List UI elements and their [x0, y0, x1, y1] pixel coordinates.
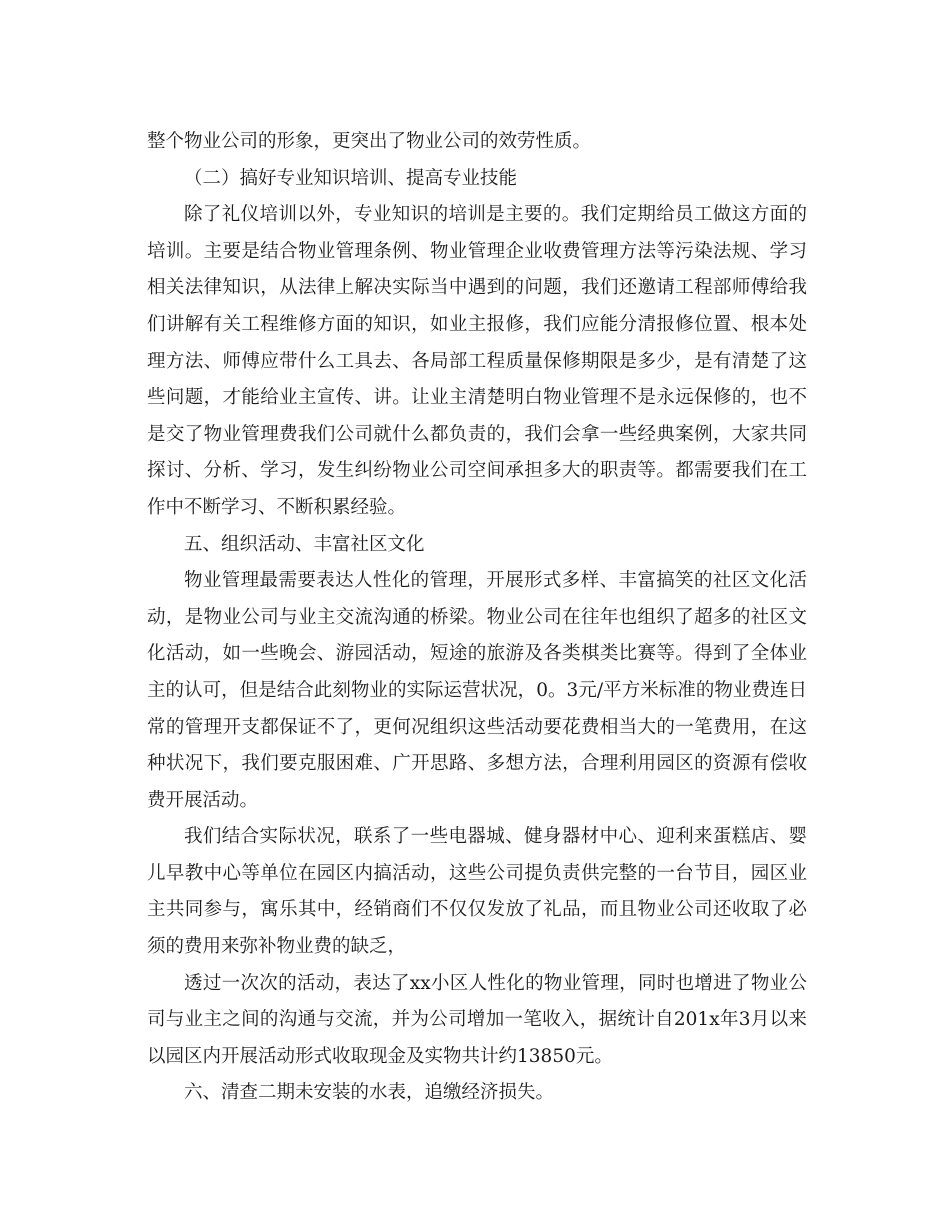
subheading-professional-training: （二）搞好专业知识培训、提高专业技能 [184, 167, 518, 189]
paragraph-community-culture: 物业管理最需要表达人性化的管理，开展形式多样、丰富搞笑的社区文化活动，是物业公司与业主交流沟通的桥梁。物业公司在往年也组织了超多的社区文化活动，如一些晚会、游园活动，短途的旅游及各类棋类比赛等。得到了全体业主的认可，但是结合此刻物业的实际运营状况，0。3元/平方米标准的物业费连日常的管理开支都保证不了，更何况组织这些活动要花费相当大的一笔费用，在这种状况下，我们要克服困难、广开思路、多想方法，合理利用园区的资源有偿收费开展活动。 [147, 570, 807, 811]
heading-section-six: 六、清查二期未安装的水表，追缴经济损失。 [184, 1082, 555, 1104]
paragraph-training: 除了礼仪培训以外，专业知识的培训是主要的。我们定期给员工做这方面的培训。主要是结合物业管理条例、物业管理企业收费管理方法等污染法规、学习相关法律知识，从法律上解决实际当中遇到的问题，我们还邀请工程部师傅给我们讲解有关工程维修方面的知识，如业主报修，我们应能分清报修位置、根本处理方法、师傅应带什么工具去、各局部工程质量保修期限是多少，是有清楚了这些问题，才能给业主宣传、讲。让业主清楚明白物业管理不是永远保修的，也不是交了物业管理费我们公司就什么都负责的，我们会拿一些经典案例，大家共同探讨、分析、学习，发生纠纷物业公司空间承担多大的职责等。都需要我们在工作中不断学习、不断积累经验。 [147, 204, 807, 518]
paragraph-partners: 我们结合实际状况，联系了一些电器城、健身器材中心、迎利来蛋糕店、婴儿早教中心等单位在园区内搞活动，这些公司提负责供完整的一台节目，园区业主共同参与，寓乐其中，经销商们不仅仅发放了礼品，而且物业公司还收取了必须的费用来弥补物业费的缺乏， [147, 826, 807, 958]
paragraph-continuation: 整个物业公司的形象，更突出了物业公司的效劳性质。 [147, 131, 592, 152]
heading-section-five: 五、组织活动、丰富社区文化 [184, 533, 425, 555]
document-body [147, 124, 807, 1112]
paragraph-activity-results: 透过一次次的活动，表达了xx小区人性化的物业管理，同时也增进了物业公司与业主之间的沟通与交流，并为公司增加一笔收入，据统计自201x年3月以来以园区内开展活动形式收取现金及实物共计约13850元。 [147, 972, 807, 1067]
